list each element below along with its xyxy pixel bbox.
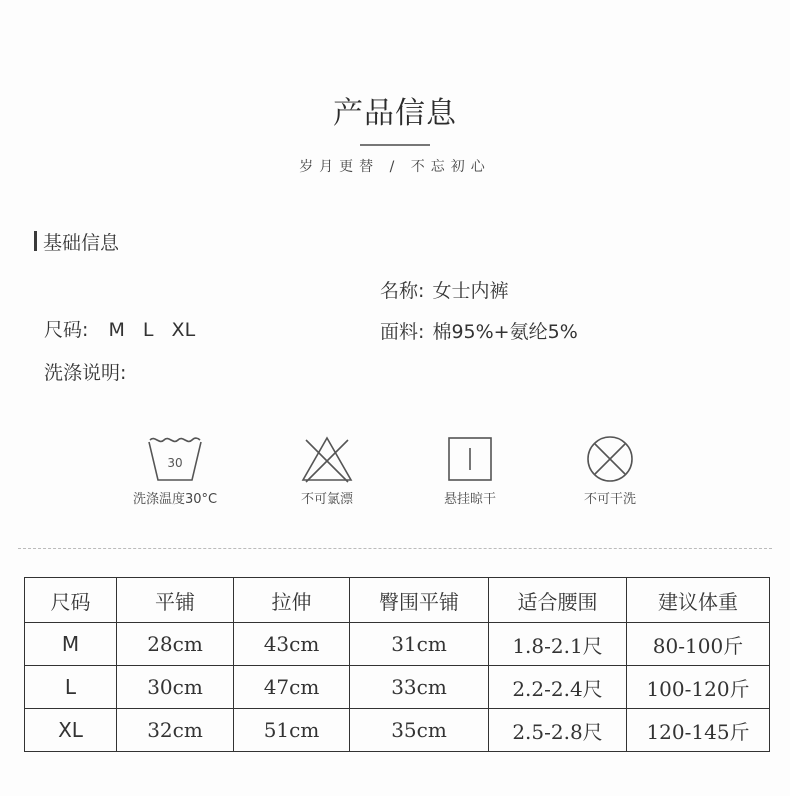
header-weight: 建议体重: [627, 578, 770, 623]
section-divider: [18, 548, 772, 549]
table-cell: 120-145斤: [627, 709, 770, 752]
fabric-info: [380, 317, 578, 344]
table-cell: 51cm: [234, 709, 350, 752]
table-cell: 2.5-2.8尺: [489, 709, 627, 752]
size-option-m: M: [108, 319, 125, 341]
wash-temp-text: 30: [167, 456, 183, 470]
table-cell: 43cm: [234, 623, 350, 666]
table-cell: 2.2-2.4尺: [489, 666, 627, 709]
care-item-no-dry-clean: [540, 434, 680, 507]
table-row: [25, 709, 770, 752]
table-row: [25, 666, 770, 709]
size-option-xl: XL: [171, 319, 196, 341]
wash-30-icon: [146, 434, 204, 484]
table-cell: 33cm: [350, 666, 489, 709]
section-heading: [34, 228, 119, 254]
size-label: 尺码:: [44, 319, 89, 341]
table-cell: L: [25, 666, 117, 709]
table-cell: 28cm: [117, 623, 234, 666]
name-value: 女士内裤: [432, 280, 509, 302]
size-option-l: L: [142, 319, 154, 341]
table-row: [25, 623, 770, 666]
table-cell: 80-100斤: [627, 623, 770, 666]
table-cell: 31cm: [350, 623, 489, 666]
header-waist: 适合腰围: [489, 578, 627, 623]
size-options: [96, 319, 195, 341]
title-underline: [360, 144, 430, 146]
page-title: 产品信息: [333, 96, 457, 131]
wash-label: 洗涤说明:: [44, 362, 127, 384]
header-hip-flat: 臀围平铺: [350, 578, 489, 623]
name-info: [380, 276, 508, 303]
table-cell: XL: [25, 709, 117, 752]
table-cell: 30cm: [117, 666, 234, 709]
header-size: 尺码: [25, 578, 117, 623]
header-stretch: 拉伸: [234, 578, 350, 623]
table-header-row: [25, 578, 770, 623]
care-label-wash: 洗涤温度30°C: [132, 492, 218, 507]
care-instructions: [110, 434, 690, 524]
size-table: [24, 577, 770, 752]
table-cell: 32cm: [117, 709, 234, 752]
care-label-no-bleach: 不可氯漂: [300, 492, 353, 507]
page-subtitle: 岁月更替 / 不忘初心: [299, 159, 491, 175]
no-bleach-icon: [298, 434, 356, 484]
header-flat: 平铺: [117, 578, 234, 623]
wash-info: [44, 358, 126, 385]
care-item-no-bleach: [257, 434, 397, 507]
care-item-hang-dry: [400, 434, 540, 507]
fabric-label: 面料:: [380, 321, 425, 343]
table-cell: 47cm: [234, 666, 350, 709]
hang-dry-icon: [441, 434, 499, 484]
name-label: 名称:: [380, 280, 425, 302]
table-cell: 100-120斤: [627, 666, 770, 709]
care-label-no-dry-clean: 不可干洗: [583, 492, 636, 507]
no-dry-clean-icon: [581, 434, 639, 484]
fabric-value: 棉95%+氨纶5%: [432, 321, 578, 343]
table-cell: M: [25, 623, 117, 666]
section-title: 基础信息: [43, 231, 120, 254]
table-cell: 1.8-2.1尺: [489, 623, 627, 666]
section-marker: [34, 231, 37, 251]
table-cell: 35cm: [350, 709, 489, 752]
care-label-hang-dry: 悬挂晾干: [443, 492, 496, 507]
care-item-wash: [105, 434, 245, 507]
size-info: [44, 315, 195, 342]
